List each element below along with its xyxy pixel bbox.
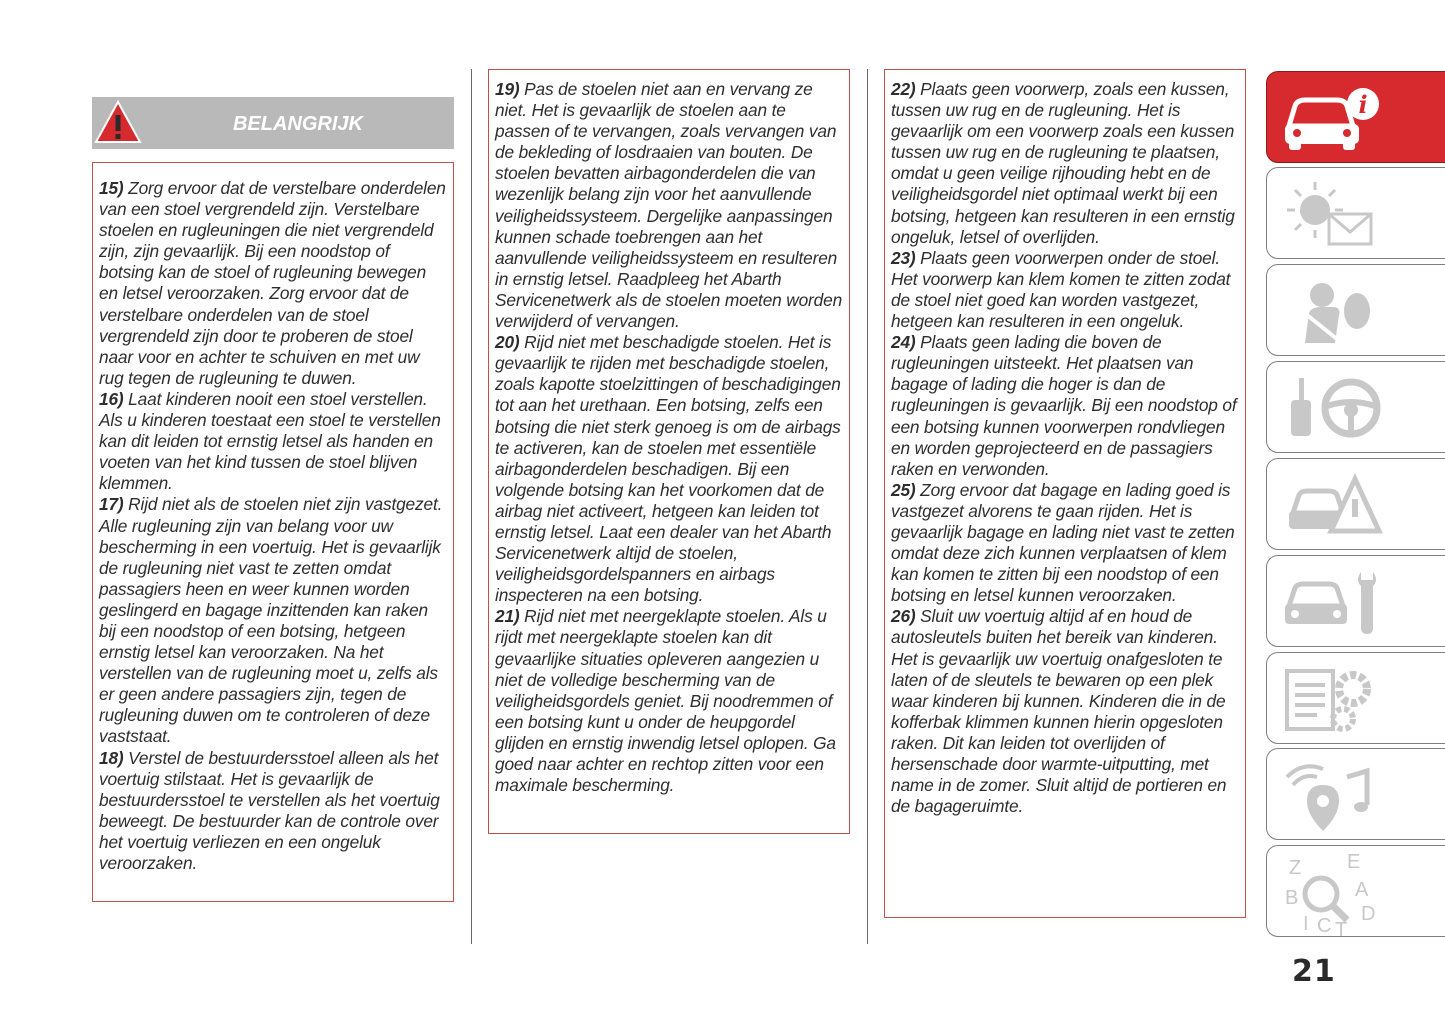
warning-paragraph: 15) Zorg ervoor dat de verstelbare onderdelen van een stoel vergrendeld zijn. Verstelbare stoelen en rugleuningen die niet vergrendeld zijn, zijn gevaarlijk. Bij een noodstop of botsing kan de stoel of rugleuning bewegen en letsel veroorzaken. Zorg ervoor dat de verstelbare onderdelen van de stoel vergrendeld zijn door te proberen de stoel naar voor en achter te schuiven en met uw rug tegen de rugleuning te duwen. [99,178,446,388]
tab-dashboard-lights[interactable] [1266,167,1445,259]
warning-box-column-1 [92,162,454,902]
warning-paragraph: 23) Plaats geen voorwerpen onder de stoel. Het voorwerp kan klem komen te zitten zodat de stoel niet goed kan worden vastgezet, hetgeen kan resulteren in een ongeluk. [891,247,1231,332]
tab-car-maintenance[interactable] [1266,555,1445,647]
key-steering-wheel-icon [1277,368,1387,448]
tab-technical-data[interactable] [1266,652,1445,744]
tab-multimedia[interactable] [1266,748,1445,840]
svg-text:Z: Z [1289,857,1302,879]
page-number: 21 [1292,954,1336,989]
warning-box-column-2 [488,69,850,834]
tab-airbag-safety[interactable] [1266,264,1445,356]
svg-text:B: B [1285,887,1299,909]
warning-paragraph: 19) Pas de stoelen niet aan en vervang ze niet. Het is gevaarlijk de stoelen aan te passen of te vervangen, zoals vervangen van de bekleding of losdraaien van bouten. De stoelen bevatten airbagonderdelen die van wezenlijk belang zijn voor het aanvullende veiligheidssysteem. Dergelijke aanpassingen kunnen schade toebrengen aan het aanvullende veiligheidssysteem en resulteren in ernstig letsel. Raadpleeg het Abarth Servicenetwerk als de stoelen moeten worden verwijderd of vervangen. [495,79,843,332]
warning-paragraph: 22) Plaats geen voorwerp, zoals een kussen, tussen uw rug en de rugleuning. Het is gevaarlijk om een voorwerp zoals een kussen tussen uw rug en de rugleuning te plaatsen, omdat u geen veilige rijhouding hebt en de veiligheidsgordel niet optimaal werkt bij een botsing, hetgeen kan resulteren in een ernstig ongeluk, letsel of overlijden. [891,79,1235,247]
column-divider [471,69,472,944]
dashboard-lights-icon [1277,174,1387,254]
warning-paragraph: 21) Rijd niet met neergeklapte stoelen. Als u rijdt met neergeklapte stoelen kan dit gevaarlijke situaties opleveren aangezien u niet de volledige bescherming van de veiligheidsgordels geniet. Bij noodremmen of een botsing kunt u onder de heupgordel glijden en ernstig inwendig letsel oplopen. Ga goed naar achter en rechtop zitten voor een maximale bescherming. [495,606,836,796]
warning-paragraph: 24) Plaats geen lading die boven de rugleuningen uitsteekt. Het plaatsen van bagage of lading die hoger is dan de rugleuningen is gevaarlijk. Bij een noodstop of een botsing kunnen voorwerpen rondvliegen en worden geprojecteerd en de passagiers raken en verwonden. [891,332,1237,479]
svg-text:I: I [1303,913,1309,935]
warning-paragraph: 25) Zorg ervoor dat bagage en lading goed is vastgezet alvorens te gaan rijden. Het is gevaarlijk bagage en lading niet vast te zetten omdat deze zich kunnen verplaatsen of klem kan komen te zitten bij een noodstop of een botsing en letsel kunnen veroorzaken. [891,479,1235,606]
svg-text:A: A [1355,879,1369,901]
warning-header [92,97,454,149]
tab-car-warning-triangle[interactable] [1266,458,1445,550]
tab-key-steering-wheel[interactable] [1266,361,1445,453]
car-info-icon [1277,78,1387,158]
car-maintenance-icon [1277,562,1387,642]
column-divider [867,69,868,944]
airbag-safety-icon [1277,271,1387,351]
warning-paragraph: 18) Verstel de bestuurdersstoel alleen als het voertuig stilstaat. Het is gevaarlijk de bestuurdersstoel te verstellen als het voertuig beweegt. De bestuurder kan de controle over het voertuig verliezen en een ongeluk veroorzaken. [99,747,440,873]
svg-text:C: C [1317,915,1332,936]
svg-text:E: E [1347,852,1361,873]
warning-title: BELANGRIJK [232,113,363,135]
tab-car-info[interactable] [1266,71,1445,163]
alphabetical-index-icon [1277,852,1387,936]
svg-text:i: i [1358,90,1368,119]
warning-paragraph: 26) Sluit uw voertuig altijd af en houd de autosleutels buiten het bereik van kinderen. Het is gevaarlijk uw voertuig onafgesloten te laten of de sleutels te bewaren op een plek waar kinderen bij kunnen. Kinderen die in de kofferbak klimmen kunnen hierin opgesloten raken. Dit kan leiden tot overlijden of hersenschade door warmte-uitputting, met name in de zomer. Sluit altijd de portieren en de bagageruimte. [891,606,1227,817]
warning-triangle-icon [94,99,142,145]
warning-paragraph: 17) Rijd niet als de stoelen niet zijn vastgezet. Alle rugleuning zijn van belang voor uw bescherming in een voertuig. Het is gevaarlijk de rugleuning niet vast te zetten omdat passagiers heen en weer kunnen worden geslingerd en bagage inzittenden kan raken bij een noodstop of een botsing, hetgeen ernstig letsel kan veroorzaken. Na het verstellen van de rugleuning moet u, zelfs als er geen andere passagiers zijn, tegen de rugleuning duwen om te controleren of deze vaststaat. [99,494,443,747]
multimedia-icon [1277,755,1387,835]
technical-data-icon [1277,659,1387,739]
car-warning-triangle-icon [1277,465,1387,545]
svg-text:T: T [1335,919,1348,936]
warning-paragraph: 20) Rijd niet met beschadigde stoelen. Het is gevaarlijk te rijden met beschadigde stoelen, zoals kapotte stoelzittingen of beschadigingen tot aan het urethaan. Een botsing, zelfs een botsing die niet sterk genoeg is om de airbags te activeren, kan de stoelen met essentiële airbagonderdelen beschadigen. Bij een volgende botsing kan het voorkomen dat de airbag niet activeert, hetgeen kan leiden tot ernstig letsel. Laat een dealer van het Abarth Servicenetwerk altijd de stoelen, veiligheidsgordelspanners en airbags inspecteren na een botsing. [495,332,841,606]
warning-box-column-3 [884,69,1246,918]
warning-paragraph: 16) Laat kinderen nooit een stoel verstellen. Als u kinderen toestaat een stoel te verstellen kan dit leiden tot ernstig letsel als handen en voeten van het kind tussen de stoel blijven klemmen. [99,388,441,494]
tab-alphabetical-index[interactable] [1266,845,1445,937]
svg-text:D: D [1361,903,1376,925]
